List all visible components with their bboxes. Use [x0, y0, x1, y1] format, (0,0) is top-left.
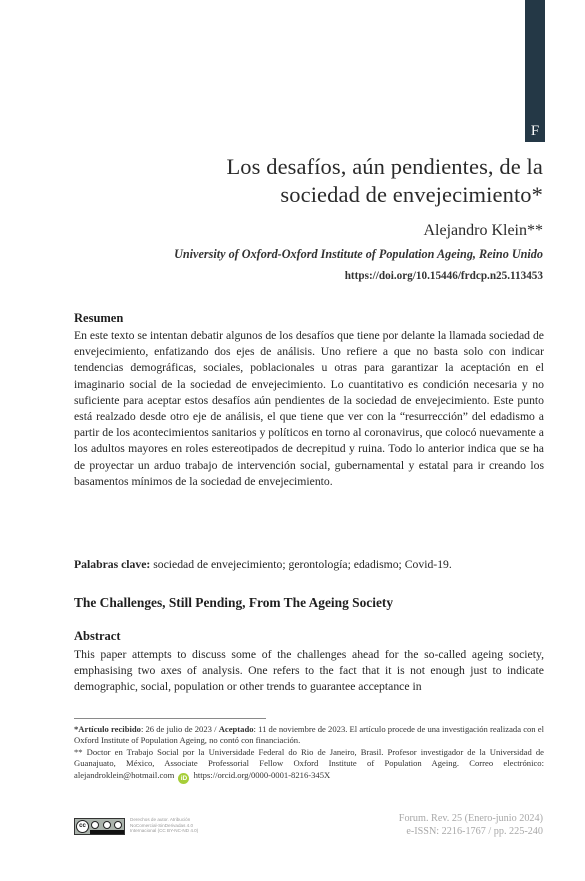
section-tab: [525, 0, 545, 142]
license-line-3: Internacional (CC BY-NC-ND 4.0): [130, 828, 199, 834]
footnote-1: [74, 724, 544, 747]
cc-strip: [90, 830, 124, 834]
creative-commons-icon: [74, 818, 125, 835]
footnotes: [74, 724, 544, 784]
journal-issue: Forum. Rev. 25 (Enero-junio 2024): [398, 813, 543, 824]
resumen-heading: Resumen: [74, 311, 124, 325]
orcid-link[interactable]: https://orcid.org/0000-0001-8216-345X: [193, 769, 331, 780]
received-date: : 26 de julio de 2023 /: [140, 724, 219, 734]
received-label: *Artículo recibido: [74, 724, 141, 734]
title-line-1: Los desafíos, aún pendientes, de la: [226, 154, 543, 179]
footnote-2-text: ** Doctor en Trabajo Social por la Universidade Federal do Rio de Janeiro, Brasil. Profesor investigador de la Universidad de Guanajuato, México, Associate Professorial Fellow Oxford Institute of Population Ageing. Correo electrónico: alejandroklein@hotmail.com: [74, 746, 544, 780]
section-letter: F: [530, 123, 540, 139]
cc-nc-icon: [103, 821, 111, 829]
license-line-1: Derechos de autor. Atribución: [130, 817, 191, 822]
accepted-label: Aceptado: [218, 724, 254, 734]
cc-license-marks: [91, 821, 122, 829]
footnote-1-rest: : 11 de noviembre de 2023. El artículo procede de una investigación realizada con el Oxford Institute of Population Ageing, no contó con financiación.: [74, 724, 544, 746]
journal-info: [399, 812, 543, 838]
keywords-label: Palabras clave:: [74, 558, 151, 571]
license-line-2: NoComercial-SinDerivadas 4.0: [130, 822, 194, 828]
doi-link[interactable]: https://doi.org/10.15446/frdcp.n25.113453: [344, 270, 543, 282]
author-affiliation: University of Oxford-Oxford Institute of Population Ageing, Reino Unido: [174, 247, 543, 261]
author-name: Alejandro Klein**: [423, 222, 543, 239]
keywords: [74, 557, 544, 573]
keywords-text: sociedad de envejecimiento; gerontología; edadismo; Covid-19.: [150, 558, 452, 571]
cc-nd-icon: [114, 821, 122, 829]
footnote-divider: [74, 718, 266, 719]
english-title: The Challenges, Still Pending, From The Ageing Society: [74, 595, 394, 610]
title-line-2: sociedad de envejecimiento*: [280, 182, 543, 207]
resumen-text: En este texto se intentan debatir algunos de los desafíos que tiene por delante la llamada sociedad de envejecimiento, enfatizando dos ejes de análisis. Uno refiere a que no basta solo con indicar tendencias demográficas, sociales, poblacionales u otras para garantizar la aceptación en el imaginario social de la sociedad de envejecimiento. Lo cuantitativo es condición necesaria y no suficiente para aceptar estos desafíos aún pendientes de la sociedad de envejecimiento. Este punto está realzado desde otro eje de análisis, el que tiene que ver con la “resurrección” del edadismo a partir de los acontecimientos sanitarios y políticos en torno al coronavirus, que colocó nuevamente a los adultos mayores en roles estereotipados de decrepitud y ruina. Todo lo anterior indica que se ha de proyectar un arduo trabajo de intervención social, gubernamental y estatal para ir creando los basamentos mínimos de la sociedad de envejecimiento.: [74, 329, 544, 488]
abstract-heading: Abstract: [74, 629, 121, 643]
license-text: [130, 817, 240, 834]
orcid-icon: iD: [178, 773, 189, 784]
footnote-2: [74, 747, 544, 784]
cc-logo: cc: [76, 820, 89, 833]
article-title: [150, 153, 543, 209]
journal-issn-pages: e-ISSN: 2216-1767 / pp. 225-240: [406, 826, 543, 837]
cc-by-icon: [91, 821, 99, 829]
abstract-text: This paper attempts to discuss some of the challenges ahead for the so-called ageing society, emphasising two axes of analysis. One refers to the fact that it is not enough just to indicate demographic, social, population or other trends to guarantee acceptance in: [74, 648, 544, 694]
